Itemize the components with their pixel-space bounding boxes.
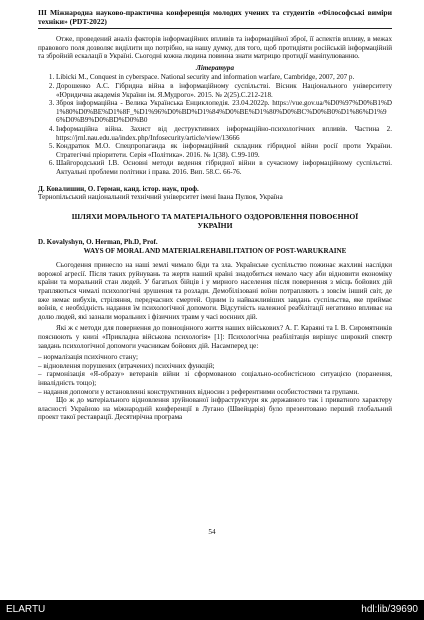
footer-repository-name: ELARTU: [6, 604, 46, 615]
body-paragraph: Що ж до матеріального відновлення зруйнованої інфраструктури як державного так і приватного характеру власності Україною на міжнародній конференції в Лугано (Швейцарія) було презентовано перший глобальний проект такої реставрації. Десятирічна програма: [38, 396, 392, 422]
reference-item: 4. Інформаційна війна. Захист від деструктивних інформаційно-психологічних впливів. Частина 2. https://jrnl.nau.edu.ua/index.php/Infosecurity/article/view/13666: [56, 125, 392, 142]
reference-item: 2. Дорошенко А.С. Гібридна війна в інформаційному суспільстві. Вісник Національного університету «Юридична академія України ім. Я.Мудрого». 2015. № 2(25).С.212-218.: [56, 82, 392, 99]
article-title: ШЛЯХИ МОРАЛЬНОГО ТА МАТЕРІАЛЬНОГО ОЗДОРОВЛЕННЯ ПОВОЄННОЇ УКРАЇНИ: [71, 211, 359, 230]
author-block-en: D. Kovalyshyn, O. Herman, Ph.D, Prof.: [38, 238, 158, 247]
bullet-item: – відновлення порушених (втрачених) психічних функцій;: [38, 361, 215, 370]
page-content: [38, 8, 392, 425]
intro-paragraph: Отже, проведений аналіз факторів інформаційних впливів та інформаційної зброї, її аспектів впливу, в межах правового поля дозволяє виділити що потрібно, на нашу думку, для того, щоб протидіяти російській інформаційній та збройній ескалації в Україні. Сьогодні кожна людина повинна знати матрицю протидії маніпулюванню.: [38, 35, 392, 61]
reference-item: 5. Кондратюк М.О. Спецпропаганда як інформаційний складник гібридної війни росії проти України. Стратегічні пріоритети. Серія «Політика». 2016. № 1(38). С.99-109.: [56, 142, 392, 159]
article-title-en: WAYS OF MORAL AND MATERIALREHABILITATION OF POST-WARUKRAINE: [83, 246, 347, 255]
bullet-item: – надання допомоги у встановленні конструктивних відносин з референтними особистостями та групами.: [38, 387, 360, 396]
page-number: 54: [208, 528, 216, 536]
reference-item: 6. Шайгородський І.В. Основні методи ведення гібридної війни в сучасному інформаційному суспільстві. Актуальні проблеми політики і права. 2016. Вип. 58.С. 66-76.: [56, 159, 392, 176]
references-list: [38, 73, 392, 176]
reference-item: 3. Зброя інформаційна - Велика Українська Енциклопедія. 23.04.2022р. https://vue.gov.ua/%D0%97%D0%B1%D1%80%D0%BE%D1%8F_%D1%96%D0%BD%D1%84%D0%BE%D1%80%D0%BC%D0%B0%D1%86%D1%96%D0%B9%D0%BD%D0%B0: [56, 99, 392, 125]
repository-footer: [0, 600, 424, 620]
bullet-list: [38, 353, 392, 396]
body-paragraph: Які ж є методи для повернення до повноцінного життя наших військових? А. Г. Караяні та І. В. Сиромятників пояснюють у книзі «Прикладна військова психологія» [1]: Психологічна реабілітація вирішує широкий спектр завдань психологічної допомоги учасникам бойових дій. Насамперед це:: [38, 324, 392, 350]
bullet-item: – гармонізація «Я-образу» ветеранів війни зі сформованою соціально-особистісною ситуацією (поранення, інвалідність тощо);: [38, 370, 392, 387]
body-paragraph: Сьогодення принесло на наші землі чимало біди та зла. Українське суспільство пожинає жахливі наслідки ворожої агресії. Після таких руйнувань та жертв наший країні знадобиться немало часу аби відновити економіку країни та моральний стан людей. У багатьох бійців і у мирного населення після повернення з місць бойових дій трапляються чималі психологічні зрушення та розлади. Демобілізовані воїни потрапляють з зовсім інший світ, де вже немає вибухів, стріляння, передчасних смертей. Одним із найважливіших завдань суспільства, яке приймає воїнів, є необхідність надання їм психологічної допомоги. Відсутність належної реабілітації негативно впливає на долю людей, які зазнали моральних і фізичних травм у часі воєнних дій.: [38, 261, 392, 321]
bullet-item: – нормалізація психічного стану;: [38, 353, 138, 362]
reference-item: 1. Libicki M., Conquest in cyberspace. National security and information warfare, Cambridge, 2007, 207 p.: [56, 73, 392, 82]
running-header: III Міжнародна науково-практична конференція молодих учених та студентів «Філософські виміри техніки» (PDT-2022): [38, 8, 392, 29]
footer-handle-link[interactable]: hdl:lib/39690: [361, 604, 418, 615]
author-block: Д. Ковалишин, О. Герман, канд. істор. наук, проф.: [38, 184, 199, 193]
references-title: Література: [196, 63, 234, 72]
affiliation: Тернопільський національний технічний університет імені Івана Пулюя, Україна: [38, 193, 283, 202]
